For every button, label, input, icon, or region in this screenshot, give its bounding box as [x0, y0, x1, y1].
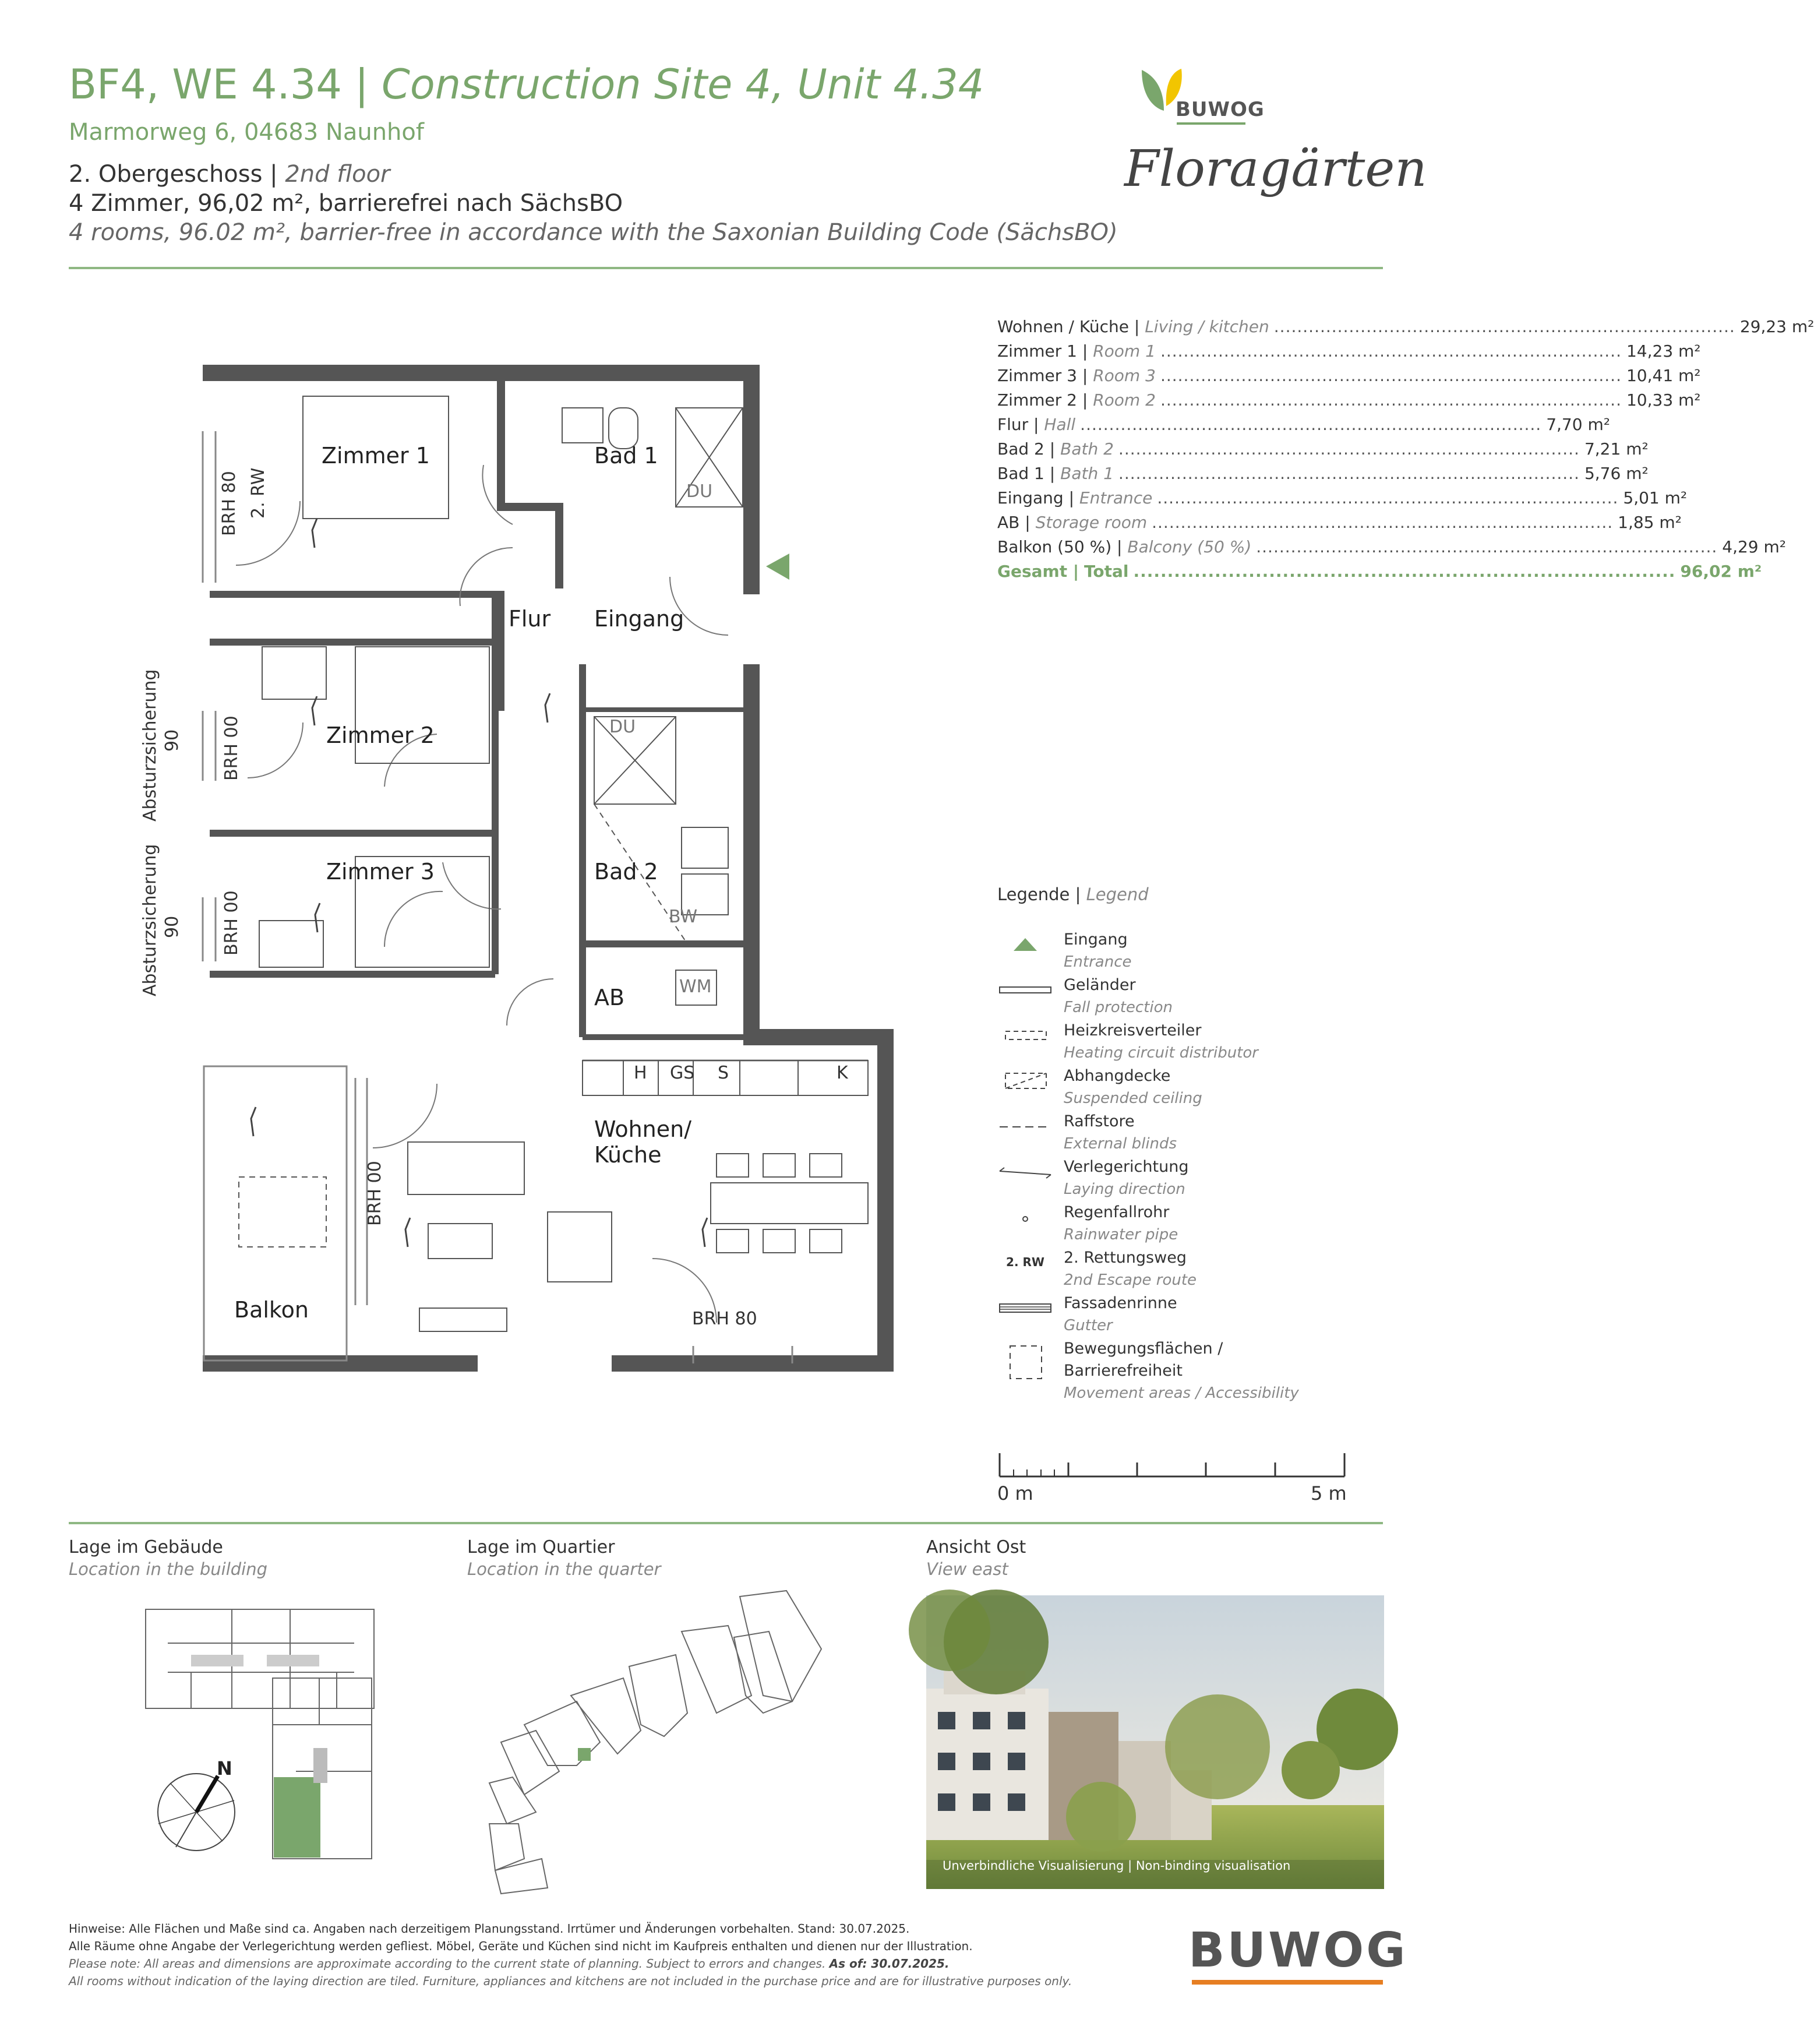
area-total-row [997, 562, 1762, 586]
room-flur: Flur [509, 606, 551, 632]
area-label-en: Balcony (50 %) [1127, 537, 1252, 556]
scale-end: 5 m [1311, 1482, 1347, 1504]
room-kueche: Küche [594, 1142, 662, 1168]
legend-suspended-ceiling [997, 1065, 1370, 1111]
area-label-en: Living / kitchen [1145, 317, 1269, 336]
compass-north: N [217, 1757, 232, 1779]
room-balkon: Balkon [234, 1297, 309, 1323]
area-value: 10,41 m² [1626, 366, 1701, 385]
rooms-summary-de: 4 Zimmer, 96,02 m², barrierefrei nach SächsBO [69, 190, 623, 217]
ansicht-subtitle: View east [926, 1559, 1008, 1579]
rooms-summary-en: 4 rooms, 96.02 m², barrier-free in accordance with the Saxonian Building Code (SächsBO) [69, 219, 1118, 246]
room-zimmer3: Zimmer 3 [326, 859, 435, 884]
area-row [997, 415, 1610, 439]
brh80-rw: BRH 80 [219, 471, 239, 536]
area-row [997, 537, 1787, 562]
absturzsicherung-1-value: 90 [162, 729, 182, 752]
railing-icon [997, 978, 1053, 1001]
area-row [997, 341, 1701, 366]
buwog-logo [1136, 64, 1276, 122]
area-label-en: Hall [1044, 415, 1076, 434]
escape-route-label: 2. RW [248, 467, 269, 519]
legend-blinds [997, 1111, 1370, 1156]
legend-gutter [997, 1292, 1370, 1338]
room-bad2: Bad 2 [594, 859, 658, 884]
leader-dots: ................................................................................ [1160, 341, 1622, 361]
area-value: 5,76 m² [1584, 464, 1649, 483]
ansicht-title: Ansicht Ost [926, 1537, 1026, 1557]
room-wohnen: Wohnen/ [594, 1116, 692, 1142]
gutter-icon [997, 1296, 1053, 1319]
buwog-footer-logo: BUWOG [1188, 1923, 1408, 1978]
area-value: 14,23 m² [1626, 341, 1701, 361]
legend-title-de: Legende | [997, 884, 1081, 904]
legend-label: Bewegungsflächen / [1064, 1340, 1223, 1358]
washing-machine-label: WM [679, 977, 712, 997]
room-zimmer2: Zimmer 2 [326, 723, 435, 748]
title-de: BF4, WE 4.34 | [69, 61, 369, 108]
legend-label: Eingang [1064, 931, 1128, 949]
area-row [997, 317, 1814, 341]
footer-line-2: Alle Räume ohne Angabe der Verlegerichtung werden gefliest. Möbel, Geräte und Küchen sind nicht im Kaufpreis enthalten und dienen nur der Illustration. [69, 1939, 973, 1953]
legend-heating [997, 1020, 1370, 1065]
header-divider [69, 267, 1383, 269]
heating-distributor-icon [997, 1023, 1053, 1046]
quarter-location-map [489, 1591, 839, 1894]
legend-entrance [997, 929, 1370, 974]
scale-bar [997, 1451, 1347, 1480]
legend-label: Raffstore [1064, 1112, 1135, 1130]
legend-label: Fassadenrinne [1064, 1294, 1177, 1312]
legend-fall-protection [997, 974, 1370, 1020]
area-value: 1,85 m² [1618, 513, 1682, 532]
leader-dots: ................................................................................ [1160, 366, 1622, 385]
floragaerten-script: Floragärten [1124, 140, 1427, 198]
legend-rainpipe [997, 1201, 1370, 1247]
legend-label: Heizkreisverteiler [1064, 1021, 1202, 1039]
kitchen-h: H [634, 1063, 647, 1083]
footer-line-4: All rooms without indication of the laying direction are tiled. Furniture, appliances and kitchens are not included in the purchase price and are for illustrative purposes only. [69, 1974, 1072, 1988]
area-label-en: Room 2 [1093, 390, 1156, 410]
area-row [997, 488, 1688, 513]
area-label-de: Eingang | [997, 488, 1075, 508]
lage-quartier-subtitle: Location in the quarter [467, 1559, 661, 1579]
legend-escape [997, 1247, 1370, 1292]
area-label-en: Bath 1 [1060, 464, 1114, 483]
entrance-triangle-icon [997, 932, 1053, 956]
leader-dots: ................................................................................ [1118, 464, 1580, 483]
absturzsicherung-1: Absturzsicherung [140, 669, 160, 822]
title-en: Construction Site 4, Unit 4.34 [381, 61, 984, 108]
photo-caption: Unverbindliche Visualisierung | Non-binding visualisation [943, 1859, 1291, 1873]
footer-line-3b: As of: 30.07.2025. [829, 1957, 950, 1971]
area-value: 5,01 m² [1623, 488, 1688, 508]
legend-label-en: Movement areas / Accessibility [1064, 1384, 1299, 1402]
area-label-de: Flur | [997, 415, 1039, 434]
area-value: 4,29 m² [1722, 537, 1787, 556]
area-row [997, 390, 1701, 415]
kitchen-s: S [718, 1063, 729, 1083]
blinds-icon [997, 1114, 1053, 1137]
legend-label: Abhangdecke [1064, 1067, 1171, 1085]
area-label-de: Zimmer 2 | [997, 390, 1088, 410]
leader-dots: ................................................................................ [1256, 537, 1718, 556]
legend-movement [997, 1338, 1370, 1405]
legend-label: Regenfallrohr [1064, 1203, 1170, 1221]
area-row [997, 366, 1701, 390]
legend-label-en: Laying direction [1064, 1180, 1185, 1198]
legend-label: Geländer [1064, 976, 1136, 994]
area-label-en: Room 3 [1093, 366, 1156, 385]
area-label-en: Storage room [1035, 513, 1148, 532]
leader-dots: ................................................................................ [1160, 390, 1622, 410]
shower-label-1: DU [686, 481, 713, 502]
legend-label-en: Heating circuit distributor [1064, 1044, 1258, 1062]
legend-label-en: Rainwater pipe [1064, 1226, 1178, 1243]
brh00-zimmer3: BRH 00 [221, 890, 242, 956]
legend-laying [997, 1156, 1370, 1201]
footer-line-3a: Please note: All areas and dimensions are approximate according to the current state of planning. Subject to errors and changes. [69, 1957, 826, 1971]
bottom-divider [69, 1522, 1383, 1524]
leader-dots: ................................................................................ [1133, 562, 1676, 581]
floor-label [69, 161, 390, 188]
area-value: 7,70 m² [1546, 415, 1610, 434]
area-row [997, 513, 1682, 537]
area-label-en: Room 1 [1093, 341, 1156, 361]
escape-route-symbol: 2. RW [1006, 1255, 1044, 1269]
leader-dots: ................................................................................ [1080, 415, 1542, 434]
absturzsicherung-2: Absturzsicherung [140, 844, 160, 996]
rainpipe-icon [997, 1205, 1053, 1228]
lage-quartier-title: Lage im Quartier [467, 1537, 615, 1557]
leader-dots: ................................................................................ [1152, 513, 1614, 532]
footer-line-3 [69, 1957, 950, 1971]
leader-dots: ................................................................................ [1118, 439, 1580, 459]
lage-gebaeude-title: Lage im Gebäude [69, 1537, 223, 1557]
leader-dots: ................................................................................ [1273, 317, 1735, 336]
lage-gebaeude-subtitle: Location in the building [69, 1559, 268, 1579]
legend-label-en: 2nd Escape route [1064, 1271, 1197, 1289]
address: Marmorweg 6, 04683 Naunhof [69, 119, 424, 146]
area-label-en: Total [1084, 562, 1129, 581]
legend-title [997, 884, 1149, 904]
room-zimmer1: Zimmer 1 [322, 443, 430, 468]
shower-label-2: DU [609, 717, 636, 737]
logo-text: BUWOG [1176, 98, 1265, 121]
room-ab: AB [594, 985, 625, 1010]
area-value: 29,23 m² [1739, 317, 1814, 336]
area-label-en: Entrance [1079, 488, 1153, 508]
floor-en: 2nd floor [285, 161, 390, 188]
area-label-de: Bad 1 | [997, 464, 1056, 483]
area-label-en: Bath 2 [1060, 439, 1114, 459]
page-title [69, 61, 984, 108]
area-value: 7,21 m² [1584, 439, 1649, 459]
movement-area-icon [997, 1341, 1053, 1382]
legend-title-en: Legend [1086, 884, 1149, 904]
area-value: 10,33 m² [1626, 390, 1701, 410]
view-east-image [926, 1595, 1384, 1889]
legend-label-en: Gutter [1064, 1317, 1113, 1334]
legend-label-2: Barrierefreiheit [1064, 1362, 1183, 1380]
brh00-wohnen: BRH 00 [365, 1161, 385, 1226]
scale-start: 0 m [997, 1482, 1033, 1504]
legend-label: 2. Rettungsweg [1064, 1249, 1187, 1267]
area-label-de: Balkon (50 %) | [997, 537, 1123, 556]
legend-label-en: Fall protection [1064, 999, 1173, 1016]
leader-dots: ................................................................................ [1157, 488, 1619, 508]
kitchen-gs: GS [670, 1063, 695, 1083]
area-label-de: Bad 2 | [997, 439, 1056, 459]
brh80-wohnen: BRH 80 [692, 1309, 757, 1329]
bathtub-label: BW [669, 907, 698, 927]
area-label-de: Zimmer 3 | [997, 366, 1088, 385]
area-label-de: Gesamt | [997, 562, 1079, 581]
room-eingang: Eingang [594, 606, 684, 632]
area-row [997, 439, 1649, 464]
area-label-de: AB | [997, 513, 1030, 532]
area-row [997, 464, 1649, 488]
suspended-ceiling-icon [997, 1069, 1053, 1092]
absturzsicherung-2-value: 90 [162, 915, 182, 938]
laying-direction-icon [997, 1160, 1053, 1183]
kitchen-k: K [837, 1063, 848, 1083]
room-bad1: Bad 1 [594, 443, 658, 468]
legend-label: Verlegerichtung [1064, 1158, 1189, 1176]
area-label-de: Wohnen / Küche | [997, 317, 1140, 336]
legend-label-en: Entrance [1064, 953, 1132, 971]
area-label-de: Zimmer 1 | [997, 341, 1088, 361]
legend-label-en: Suspended ceiling [1064, 1090, 1202, 1107]
legend-label-en: External blinds [1064, 1135, 1177, 1153]
area-list [997, 317, 1814, 586]
floor-de: 2. Obergeschoss | [69, 161, 278, 188]
footer-line-1: Hinweise: Alle Flächen und Maße sind ca. Angaben nach derzeitigem Planungsstand. Irrtümer und Änderungen vorbehalten. Stand: 30.07.2025. [69, 1922, 910, 1936]
area-value: 96,02 m² [1680, 562, 1762, 581]
brh00-zimmer2: BRH 00 [221, 716, 242, 781]
footer-logo-underline [1192, 1980, 1383, 1985]
